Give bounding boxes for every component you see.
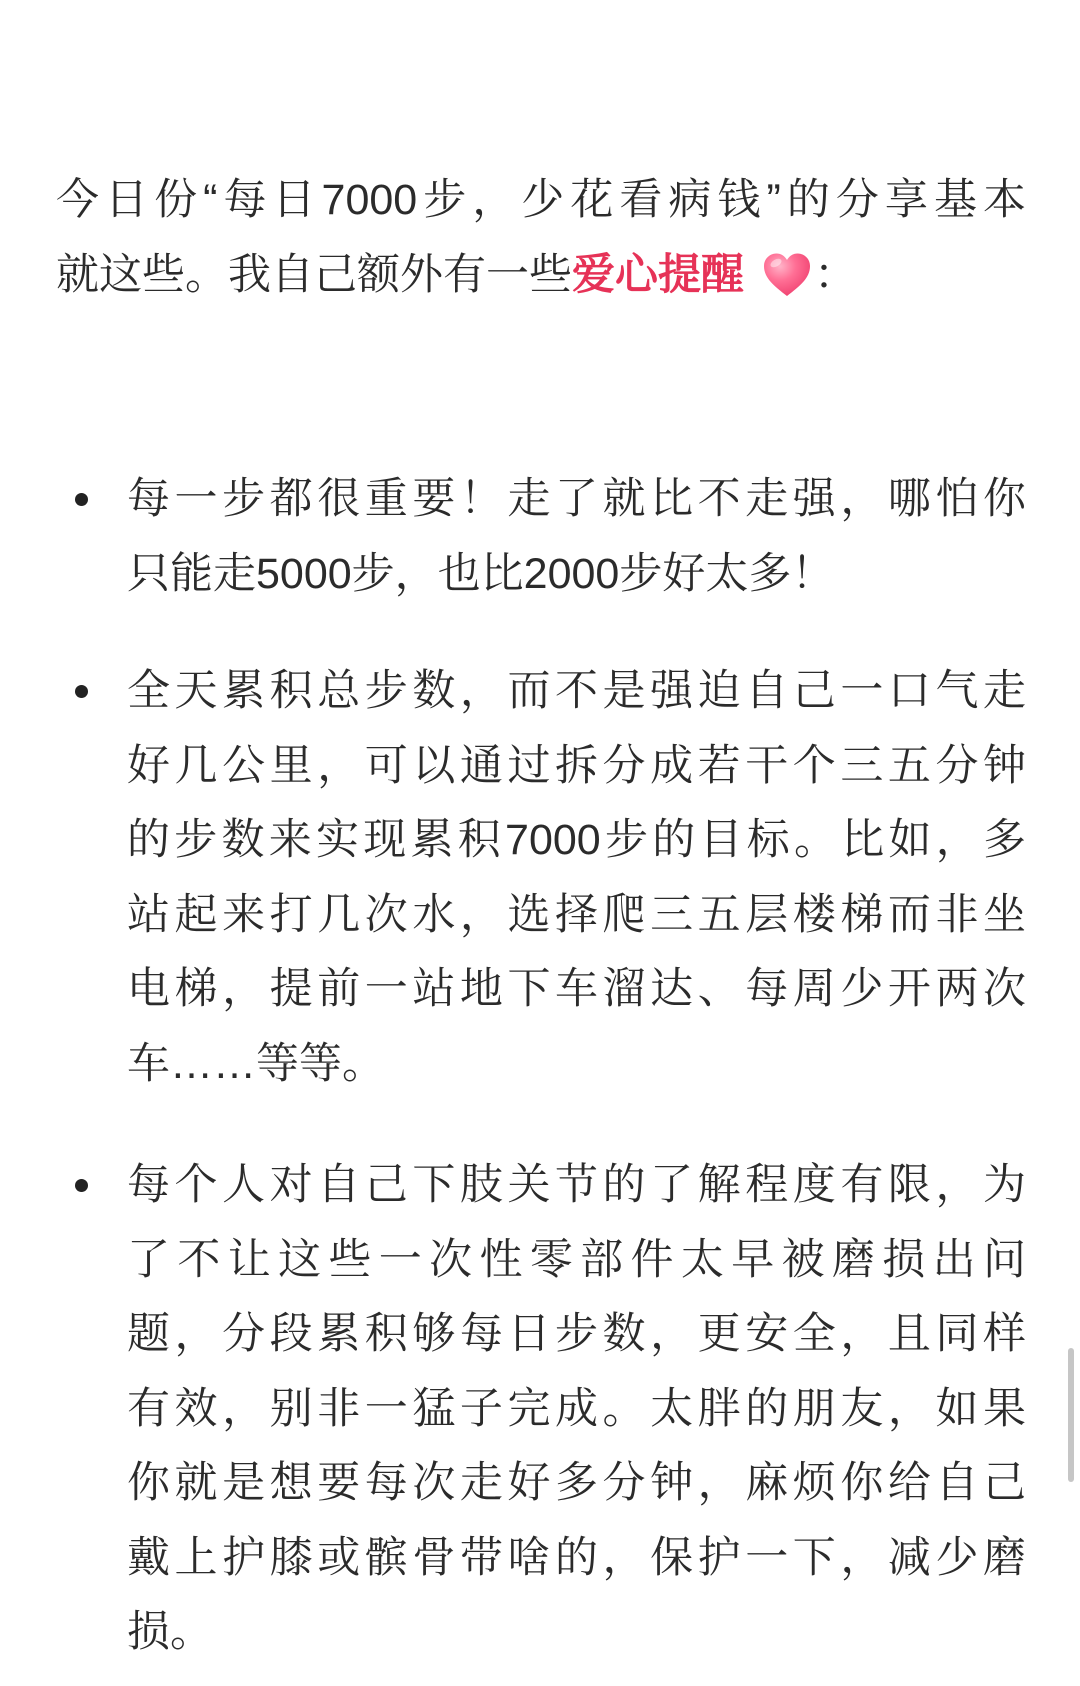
highlight-text: 爱心提醒 <box>572 250 744 299</box>
tip-line: 题，分段累积够每日步数，更安全，且同样 <box>127 1310 1026 1358</box>
tip-line: 有效，别非一猛子完成。太胖的朋友，如果 <box>127 1384 1026 1433</box>
bullet-dot <box>75 1179 88 1192</box>
intro-line <box>56 238 1026 313</box>
tip-line: 每个人对自己下肢关节的了解程度有限，为 <box>127 1161 1026 1209</box>
bullet-dot <box>75 685 88 698</box>
tip-line: 损。 <box>127 1608 213 1656</box>
tip-line: 只能走5000步，也比2000步好太多！ <box>127 549 835 598</box>
list-item <box>127 654 1026 1101</box>
tip-line: 每一步都很重要！走了就比不走强，哪怕你 <box>127 475 1026 523</box>
heart-icon <box>762 252 812 298</box>
tip-line: 全天累积总步数，而不是强迫自己一口气走 <box>127 667 1026 715</box>
tip-line: 好几公里，可以通过拆分成若干个三五分钟 <box>127 741 1026 790</box>
list-item <box>127 462 1026 611</box>
tip-line: 了不让这些一次性零部件太早被磨损出问 <box>127 1235 1026 1284</box>
intro-suffix: ： <box>814 250 857 299</box>
bullet-dot <box>75 493 88 506</box>
list-item <box>127 1148 1026 1670</box>
tip-line: 电梯，提前一站地下车溜达、每周少开两次 <box>127 965 1026 1013</box>
intro-text: 就这些。我自己额外有一些 <box>56 250 572 299</box>
tip-line: 戴上护膝或髌骨带啥的，保护一下，减少磨 <box>127 1533 1026 1582</box>
intro-line: 今日份“每日7000步，少花看病钱”的分享基本 <box>56 176 1026 224</box>
tip-line: 车……等等。 <box>127 1039 385 1088</box>
scrollbar-thumb[interactable] <box>1068 1348 1074 1482</box>
intro-paragraph <box>56 163 1026 312</box>
tip-line: 站起来打几次水，选择爬三五层楼梯而非坐 <box>127 890 1026 939</box>
tip-line: 你就是想要每次走好多分钟，麻烦你给自己 <box>127 1459 1026 1507</box>
tip-line: 的步数来实现累积7000步的目标。比如，多 <box>127 816 1026 864</box>
